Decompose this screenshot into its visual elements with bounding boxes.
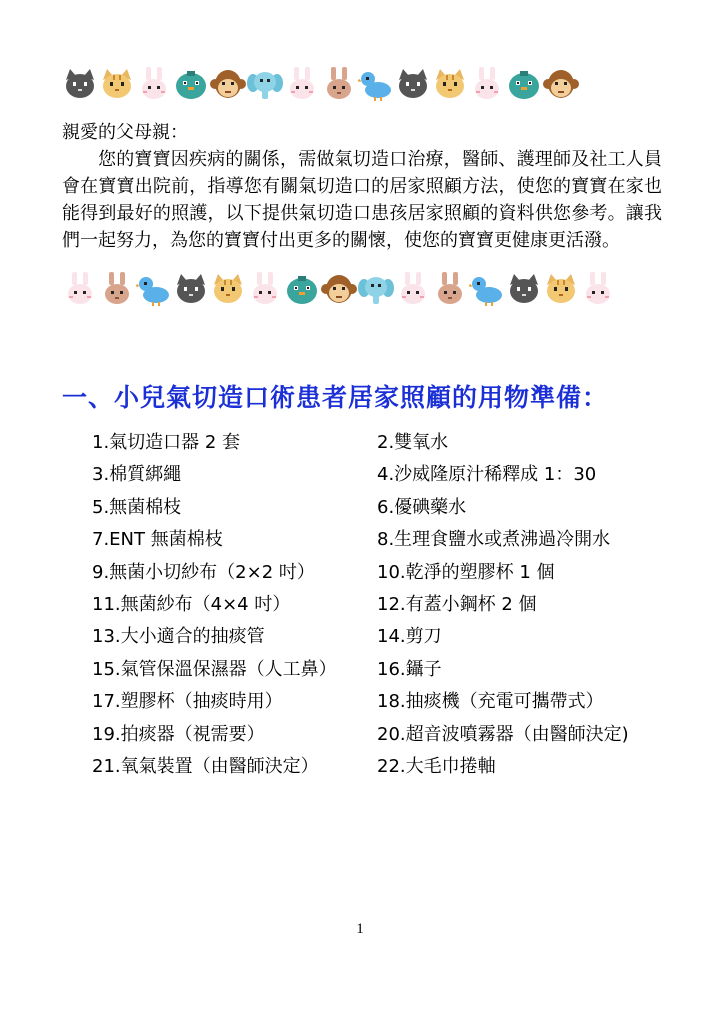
list-item: 12.有蓋小鋼杯 2 個 [377, 593, 537, 615]
elephant-icon [247, 66, 283, 102]
list-item: 6.優碘藥水 [377, 496, 467, 518]
tabby-cat-icon [99, 66, 135, 102]
list-item: 8.生理食鹽水或煮沸過冷開水 [377, 529, 611, 551]
tabby-cat-icon [432, 66, 468, 102]
list-item: 20.超音波噴霧器（由醫師決定) [377, 723, 629, 745]
list-item: 14.剪刀 [377, 626, 442, 648]
list-item: 11.無菌紗布（4×4 吋） [92, 593, 291, 615]
monkey-icon [321, 271, 357, 307]
list-item-row [92, 754, 672, 786]
cat-icon [62, 66, 98, 102]
blue-bird-icon [469, 271, 505, 307]
list-item: 4.沙威隆原汁稀釋成 1：30 [377, 464, 597, 486]
supplies-list [92, 430, 672, 786]
list-item-row [92, 689, 672, 721]
list-item-row [92, 592, 672, 624]
list-item: 5.無菌棉枝 [92, 496, 182, 518]
list-item-row [92, 624, 672, 656]
elephant-icon [358, 271, 394, 307]
list-item: 19.拍痰器（視需要） [92, 723, 265, 745]
decorative-animal-border-bottom [62, 271, 616, 311]
bird-head-icon [173, 66, 209, 102]
list-item: 16.鑷子 [377, 658, 442, 680]
list-item-row [92, 657, 672, 689]
cat-icon [173, 271, 209, 307]
list-item: 17.塑膠杯（抽痰時用） [92, 691, 283, 713]
rabbit-icon [62, 271, 98, 307]
list-item: 7.ENT 無菌棉枝 [92, 529, 223, 551]
page-number: 1 [356, 921, 364, 937]
brown-rabbit-icon [99, 271, 135, 307]
letter-to-parents [62, 119, 662, 254]
list-item: 1.氣切造口器 2 套 [92, 432, 241, 453]
monkey-icon [210, 66, 246, 102]
decorative-animal-border-top [62, 66, 579, 106]
list-item: 15.氣管保溫保濕器（人工鼻） [92, 658, 337, 680]
list-item-row [92, 527, 672, 559]
rabbit-icon [580, 271, 616, 307]
list-item-row [92, 495, 672, 527]
bird-head-icon [284, 271, 320, 307]
letter-greeting: 親愛的父母親： [62, 122, 188, 143]
monkey-icon [543, 66, 579, 102]
rabbit-icon [136, 66, 172, 102]
cat-icon [506, 271, 542, 307]
list-item: 22.大毛巾捲軸 [377, 755, 496, 777]
list-item-row [92, 430, 672, 462]
list-item: 13.大小適合的抽痰管 [92, 626, 265, 648]
blue-bird-icon [358, 66, 394, 102]
rabbit-icon [247, 271, 283, 307]
tabby-cat-icon [543, 271, 579, 307]
list-item: 3.棉質綁繩 [92, 464, 182, 486]
bird-head-icon [506, 66, 542, 102]
list-item: 2.雙氧水 [377, 432, 449, 453]
section-title: 一、小兒氣切造口術患者居家照顧的用物準備： [62, 383, 609, 412]
list-item: 9.無菌小切紗布（2×2 吋） [92, 561, 315, 583]
list-item-row [92, 560, 672, 592]
letter-body: 您的寶寶因疾病的關係，需做氣切造口治療，醫師、護理師及社工人員會在寶寶出院前，指導您有關氣切造口的居家照顧方法，使您的寶寶在家也能得到最好的照護，以下提供氣切造口患孩居家照顧的資料供您參考。讓我們一起努力，為您的寶寶付出更多的關懷，使您的寶寶更健康更活潑。 [62, 149, 662, 251]
blue-bird-icon [136, 271, 172, 307]
list-item: 21.氧氣裝置（由醫師決定） [92, 755, 319, 777]
rabbit-icon [395, 271, 431, 307]
list-item-row [92, 462, 672, 494]
rabbit-icon [469, 66, 505, 102]
brown-rabbit-icon [432, 271, 468, 307]
list-item-row [92, 722, 672, 754]
list-item: 18.抽痰機（充電可攜帶式） [377, 691, 604, 713]
rabbit-icon [284, 66, 320, 102]
tabby-cat-icon [210, 271, 246, 307]
brown-rabbit-icon [321, 66, 357, 102]
cat-icon [395, 66, 431, 102]
list-item: 10.乾淨的塑膠杯 1 個 [377, 561, 555, 583]
